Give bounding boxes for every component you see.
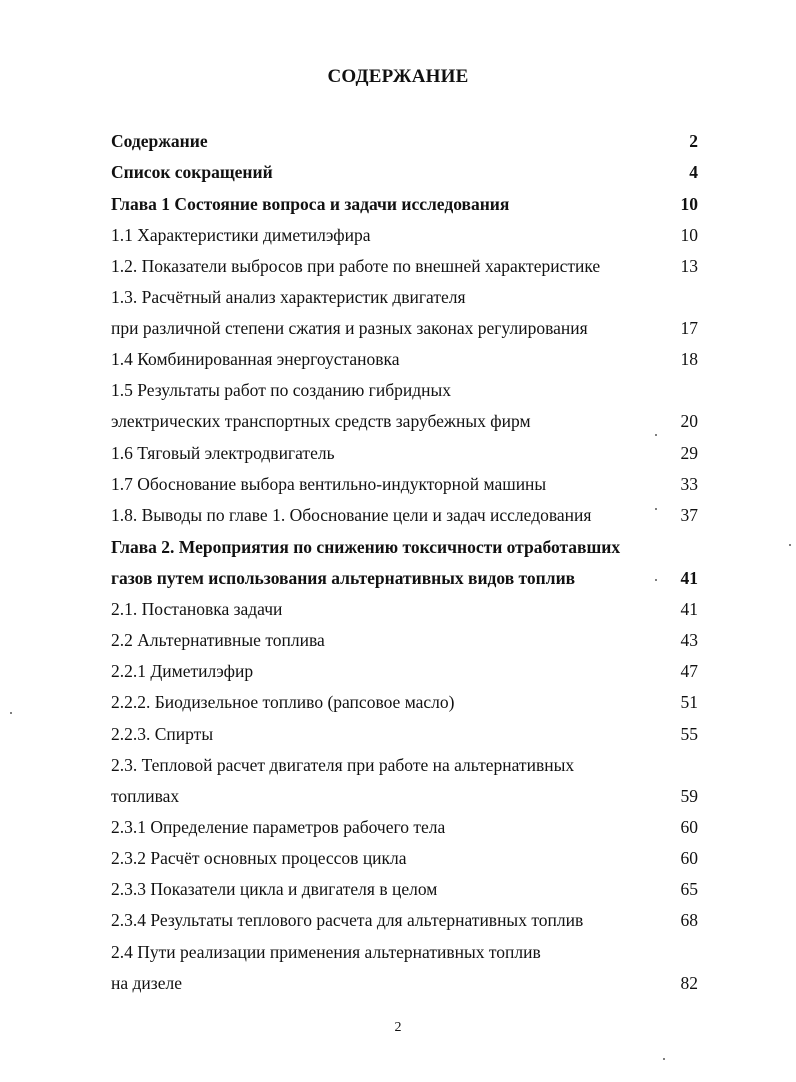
toc-entry-page: 51 xyxy=(680,692,698,712)
toc-entry-page: 59 xyxy=(680,786,698,806)
toc-entry[interactable] xyxy=(111,815,700,839)
toc-entry-title: 2.2.3. Спирты xyxy=(111,724,214,744)
scan-speck xyxy=(789,544,791,546)
toc-entry[interactable] xyxy=(111,160,700,184)
toc-entry[interactable] xyxy=(111,254,700,278)
toc-entry-title: 2.3. Тепловой расчет двигателя при работе на альтернативных xyxy=(111,755,575,775)
toc-entry[interactable] xyxy=(111,908,700,932)
toc-entry-page: 43 xyxy=(680,630,698,650)
toc-entry-page: 18 xyxy=(680,349,698,369)
toc-entry[interactable] xyxy=(111,223,700,247)
toc-entry-page: 60 xyxy=(680,848,698,868)
toc-entry-title: 1.2. Показатели выбросов при работе по внешней характеристике xyxy=(111,256,601,276)
toc-entry[interactable] xyxy=(111,597,700,621)
toc-entry[interactable] xyxy=(111,846,700,870)
toc-entry-page: 29 xyxy=(680,443,698,463)
toc-entry-page: 33 xyxy=(680,474,698,494)
toc-entry[interactable] xyxy=(111,753,700,777)
toc-entry-page: 4 xyxy=(689,162,698,182)
toc-entry-title: 1.8. Выводы по главе 1. Обоснование цели и задач исследования xyxy=(111,505,592,525)
toc-entry-title: газов путем использования альтернативных видов топлив xyxy=(111,568,576,588)
toc-entry-title: топливах xyxy=(111,786,180,806)
toc-entry-title: 2.2 Альтернативные топлива xyxy=(111,630,325,650)
toc-entry[interactable] xyxy=(111,472,700,496)
toc-entry-title: Содержание xyxy=(111,131,208,151)
toc-entry-page: 20 xyxy=(680,411,698,431)
toc-entry-page: 13 xyxy=(680,256,698,276)
toc-entry[interactable] xyxy=(111,316,700,340)
toc-entry-title: Список сокращений xyxy=(111,162,273,182)
toc-entry[interactable] xyxy=(111,347,700,371)
toc-entry-page: 2 xyxy=(689,131,698,151)
toc-entry-page: 60 xyxy=(680,817,698,837)
toc-entry[interactable] xyxy=(111,441,700,465)
toc-entry[interactable] xyxy=(111,628,700,652)
toc-entry-page: 10 xyxy=(680,225,698,245)
toc-entry-title: 2.3.4 Результаты теплового расчета для альтернативных топлив xyxy=(111,910,584,930)
toc-entry-title: 2.2.2. Биодизельное топливо (рапсовое масло) xyxy=(111,692,455,712)
toc-entry-title: 2.2.1 Диметилэфир xyxy=(111,661,254,681)
page-number: 2 xyxy=(394,1020,402,1035)
toc-entry[interactable] xyxy=(111,877,700,901)
scan-speck xyxy=(655,579,657,581)
toc-entry-page: 37 xyxy=(680,505,698,525)
toc-entry[interactable] xyxy=(111,659,700,683)
toc-entry-title: Глава 2. Мероприятия по снижению токсичности отработавших xyxy=(111,537,621,557)
toc-entry[interactable] xyxy=(111,566,700,590)
toc-entry-page: 47 xyxy=(680,661,698,681)
toc-entry[interactable] xyxy=(111,535,700,559)
toc-entry-title: 1.3. Расчётный анализ характеристик двигателя xyxy=(111,287,466,307)
toc-entry-page: 41 xyxy=(680,568,698,588)
toc-entry-page: 41 xyxy=(680,599,698,619)
toc-entry-page: 55 xyxy=(680,724,698,744)
toc-entry-title: 1.6 Тяговый электродвигатель xyxy=(111,443,335,463)
toc-entry[interactable] xyxy=(111,940,700,964)
toc-entry-page: 17 xyxy=(680,318,698,338)
toc-entry-page: 68 xyxy=(680,910,698,930)
toc-entry[interactable] xyxy=(111,722,700,746)
toc-entry-title: 2.3.2 Расчёт основных процессов цикла xyxy=(111,848,407,868)
toc-entry[interactable] xyxy=(111,285,700,309)
toc-entry[interactable] xyxy=(111,378,700,402)
toc-entry-title: 2.1. Постановка задачи xyxy=(111,599,283,619)
scan-speck xyxy=(663,1058,665,1060)
toc-entry-title: Глава 1 Состояние вопроса и задачи исследования xyxy=(111,194,510,214)
toc-entry-title: электрических транспортных средств зарубежных фирм xyxy=(111,411,531,431)
scan-speck xyxy=(10,712,12,714)
toc-entry-page: 65 xyxy=(680,879,698,899)
toc-entry[interactable] xyxy=(111,971,700,995)
toc-entry-page: 82 xyxy=(680,973,698,993)
toc-entry-title: 1.5 Результаты работ по созданию гибридных xyxy=(111,380,452,400)
page-title: СОДЕРЖАНИЕ xyxy=(327,66,469,87)
scan-speck xyxy=(655,508,657,510)
toc-entry[interactable] xyxy=(111,784,700,808)
toc-entry[interactable] xyxy=(111,129,700,153)
toc-entry[interactable] xyxy=(111,409,700,433)
toc-entry-title: 1.7 Обоснование выбора вентильно-индукторной машины xyxy=(111,474,547,494)
toc-entry-title: 1.4 Комбинированная энергоустановка xyxy=(111,349,400,369)
toc-entry-title: при различной степени сжатия и разных законах регулирования xyxy=(111,318,588,338)
toc-entry-title: 2.3.3 Показатели цикла и двигателя в целом xyxy=(111,879,438,899)
toc-entry[interactable] xyxy=(111,192,700,216)
toc-entry[interactable] xyxy=(111,690,700,714)
toc-entry[interactable] xyxy=(111,503,700,527)
toc-entry-page: 10 xyxy=(680,194,698,214)
toc-entry-title: 2.4 Пути реализации применения альтернативных топлив xyxy=(111,942,541,962)
toc-entry-title: 2.3.1 Определение параметров рабочего тела xyxy=(111,817,446,837)
toc-entry-title: на дизеле xyxy=(111,973,182,993)
scan-speck xyxy=(655,434,657,436)
toc-entry-title: 1.1 Характеристики диметилэфира xyxy=(111,225,371,245)
